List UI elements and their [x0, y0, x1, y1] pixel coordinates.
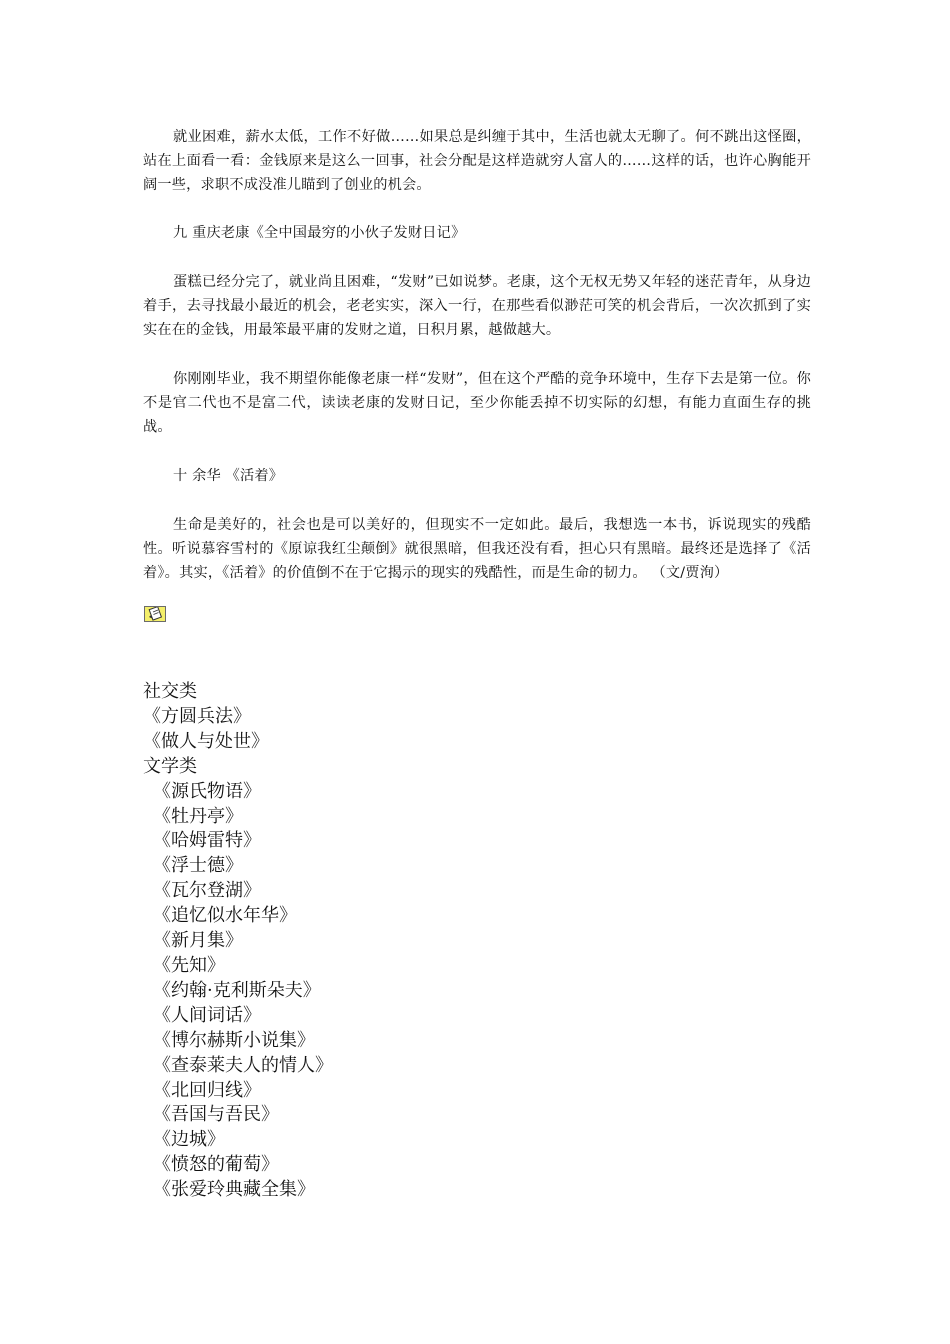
book-item: 《方圆兵法》 [143, 705, 251, 727]
book-item: 《北回归线》 [153, 1079, 261, 1101]
category-social: 社交类 [143, 681, 197, 702]
section-heading-10: 十 余华 《活着》 [173, 468, 284, 484]
book-item: 《约翰·克利斯朵夫》 [153, 979, 321, 1001]
section-heading-9: 九 重庆老康《全中国最穷的小伙子发财日记》 [173, 225, 466, 241]
book-item: 《哈姆雷特》 [153, 830, 261, 852]
paragraph-to-live: 生命是美好的，社会也是可以美好的，但现实不一定如此。最后，我想选一本书，诉说现实的残酷性。听说慕容雪村的《原谅我红尘颠倒》就很黑暗，但我还没有看，担心只有黑暗。最终还是选择了《活着》。其实，《活着》的价值倒不在于它揭示的现实的残酷性，而是生命的韧力。 （文/贾洵） [143, 517, 811, 581]
book-item: 《源氏物语》 [153, 780, 261, 802]
book-item: 《先知》 [153, 954, 225, 976]
paragraph-laokang: 蛋糕已经分完了，就业尚且困难，“发财”已如说梦。老康，这个无权无势又年轻的迷茫青年，从身边着手，去寻找最小最近的机会，老老实实，深入一行，在那些看似渺茫可笑的机会背后，一次次抓到了实实在在的金钱，用最笨最平庸的发财之道，日积月累，越做越大。 [143, 274, 811, 338]
book-item: 《牡丹亭》 [153, 805, 243, 827]
book-item: 《边城》 [153, 1129, 225, 1151]
book-item: 《新月集》 [153, 930, 243, 952]
book-item: 《查泰莱夫人的情人》 [153, 1054, 333, 1076]
book-item: 《瓦尔登湖》 [153, 880, 261, 902]
document-link-icon[interactable] [144, 606, 166, 622]
book-item: 《吾国与吾民》 [153, 1104, 279, 1126]
book-item: 《人间词话》 [153, 1004, 261, 1026]
book-list [143, 680, 333, 1203]
book-item: 《做人与处世》 [143, 730, 269, 752]
book-item: 《浮士德》 [153, 855, 243, 877]
book-item: 《追忆似水年华》 [153, 905, 297, 927]
book-item: 《张爱玲典藏全集》 [153, 1179, 315, 1201]
book-item: 《愤怒的葡萄》 [153, 1154, 279, 1176]
paragraph-career: 就业困难，薪水太低，工作不好做……如果总是纠缠于其中，生活也就太无聊了。何不跳出这怪圈，站在上面看一看：金钱原来是这么一回事，社会分配是这样造就穷人富人的……这样的话，也许心胸能开阔一些，求职不成没准儿瞄到了创业的机会。 [143, 129, 811, 193]
book-item: 《博尔赫斯小说集》 [153, 1029, 315, 1051]
category-literature: 文学类 [143, 755, 197, 777]
paragraph-graduate: 你刚刚毕业，我不期望你能像老康一样“发财”，但在这个严酷的竞争环境中，生存下去是第一位。你不是官二代也不是富二代，读读老康的发财日记，至少你能丢掉不切实际的幻想，有能力直面生存的挑战。 [143, 371, 811, 435]
